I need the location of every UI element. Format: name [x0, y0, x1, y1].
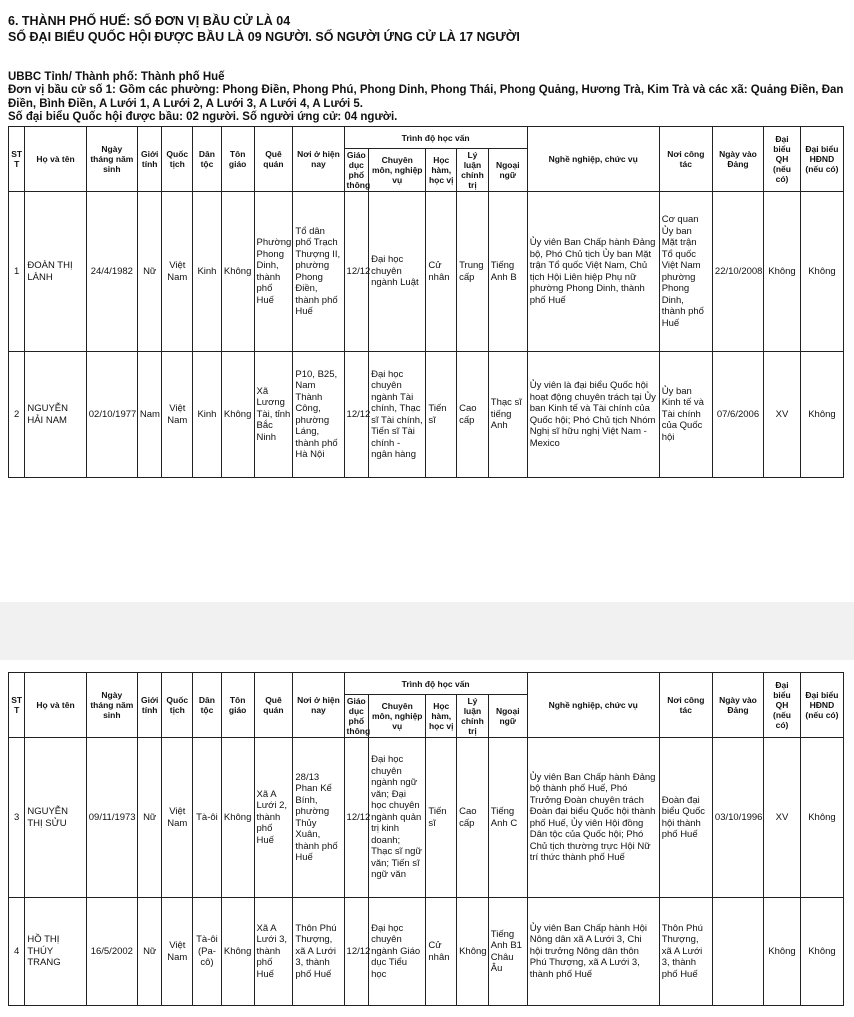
- unit-label: Đơn vị bầu cử số 1:: [8, 84, 120, 96]
- th-name: Họ và tên: [25, 673, 86, 738]
- cell-party-date: 03/10/1996: [712, 738, 763, 898]
- cell-politics: Không: [457, 898, 489, 1006]
- th-language: Ngoại ngữ: [488, 695, 527, 738]
- cell-degree: Cử nhân: [426, 192, 457, 352]
- table-row: [9, 192, 844, 352]
- th-politics: Lý luận chính trị: [457, 149, 489, 192]
- cell-gender: Nữ: [137, 738, 162, 898]
- cell-gender: Nữ: [137, 192, 162, 352]
- cell-stt: 3: [9, 738, 25, 898]
- cell-residence: Tổ dân phố Trạch Thượng II, phường Phong Điền, thành phố Huế: [293, 192, 344, 352]
- cell-nationality: Việt Nam: [162, 898, 193, 1006]
- cell-politics: Trung cấp: [457, 192, 489, 352]
- th-pc-delegate: Đại biểu HĐND (nếu có): [800, 673, 843, 738]
- th-name: Họ và tên: [25, 127, 86, 192]
- cell-language: Tiếng Anh B: [488, 192, 527, 352]
- unit-text: Gồm các phường: Phong Điền, Phong Phú, Phong Dinh, Phong Thái, Phong Quảng, Hương Trà, Kim Trà và các xã: Quảng Điền, Đan Điền, Bình Điền, A Lưới 1, A Lưới 2, A Lưới 3, A Lưới 4, A Lưới 5.: [8, 84, 844, 110]
- section-subtitle: SỐ ĐẠI BIỂU QUỐC HỘI ĐƯỢC BẦU LÀ 09 NGƯỜI. SỐ NGƯỜI ỨNG CỬ LÀ 17 NGƯỜI: [8, 30, 520, 44]
- th-residence: Nơi ở hiện nay: [293, 127, 344, 192]
- cell-occupation: Ủy viên Ban Chấp hành Hội Nông dân xã A Lưới 3, Chi hội trưởng Nông dân thôn Phú Thượng, xã A Lưới 3, thành phố Huế: [527, 898, 659, 1006]
- cell-gender: Nữ: [137, 898, 162, 1006]
- cell-hometown: Phường Phong Dinh, thành phố Huế: [254, 192, 293, 352]
- cell-stt: 4: [9, 898, 25, 1006]
- cell-specialty: Đại học chuyên ngành Giáo dục Tiểu học: [369, 898, 426, 1006]
- cell-language: Tiếng Anh B1 Châu Âu: [488, 898, 527, 1006]
- th-residence: Nơi ở hiện nay: [293, 673, 344, 738]
- cell-religion: Không: [221, 192, 254, 352]
- cell-pc-delegate: Không: [800, 898, 843, 1006]
- th-general-edu: Giáo dục phổ thông: [344, 149, 369, 192]
- cell-name: NGUYỄN HẢI NAM: [25, 352, 86, 478]
- cell-nationality: Việt Nam: [162, 352, 193, 478]
- unit-counts-text: Số đại biểu Quốc hội được bầu: 02 người. Số người ứng cử: 04 người.: [8, 111, 398, 123]
- page-break-band: [0, 602, 854, 660]
- th-hometown: Quê quán: [254, 673, 293, 738]
- cell-occupation: Ủy viên là đại biểu Quốc hội hoạt động chuyên trách tại Ủy ban Kinh tế và Tài chính của Quốc hội; Phó Chủ tịch Nhóm Nghị sĩ hữu nghị Việt Nam - Mexico: [527, 352, 659, 478]
- cell-dob: 24/4/1982: [86, 192, 137, 352]
- cell-degree: Cử nhân: [426, 898, 457, 1006]
- cell-workplace: Thôn Phú Thượng, xã A Lưới 3, thành phố Huế: [659, 898, 712, 1006]
- cell-dob: 16/5/2002: [86, 898, 137, 1006]
- cell-nationality: Việt Nam: [162, 192, 193, 352]
- cell-dob: 09/11/1973: [86, 738, 137, 898]
- th-nationality: Quốc tịch: [162, 127, 193, 192]
- cell-workplace: Đoàn đại biểu Quốc hội thành phố Huế: [659, 738, 712, 898]
- th-ethnicity: Dân tộc: [193, 673, 222, 738]
- th-education-group: Trình độ học vấn: [344, 127, 527, 149]
- th-specialty: Chuyên môn, nghiệp vụ: [369, 149, 426, 192]
- cell-degree: Tiến sĩ: [426, 352, 457, 478]
- th-degree: Học hàm, học vị: [426, 695, 457, 738]
- cell-stt: 1: [9, 192, 25, 352]
- th-workplace: Nơi công tác: [659, 673, 712, 738]
- cell-party-date: 22/10/2008: [712, 192, 763, 352]
- cell-specialty: Đại học chuyên ngành Tài chính, Thạc sĩ Tài chính, Tiến sĩ Tài chính - ngân hàng: [369, 352, 426, 478]
- th-party-date: Ngày vào Đảng: [712, 127, 763, 192]
- cell-general-edu: 12/12: [344, 898, 369, 1006]
- cell-gender: Nam: [137, 352, 162, 478]
- cell-ethnicity: Tà-ôi: [193, 738, 222, 898]
- th-education-group: Trình độ học vấn: [344, 673, 527, 695]
- cell-specialty: Đại học chuyên ngành Luật: [369, 192, 426, 352]
- th-general-edu: Giáo dục phổ thông: [344, 695, 369, 738]
- section-title: 6. THÀNH PHỐ HUẾ: SỐ ĐƠN VỊ BẦU CỬ LÀ 04: [8, 14, 291, 28]
- cell-na-delegate: XV: [764, 738, 801, 898]
- table-row: [9, 898, 844, 1006]
- candidates-table-2: [8, 672, 844, 1006]
- cell-party-date: 07/6/2006: [712, 352, 763, 478]
- cell-general-edu: 12/12: [344, 738, 369, 898]
- cell-ethnicity: Kinh: [193, 352, 222, 478]
- ubbc-line: [8, 71, 844, 85]
- cell-na-delegate: Không: [764, 898, 801, 1006]
- cell-na-delegate: Không: [764, 192, 801, 352]
- th-pc-delegate: Đại biểu HĐND (nếu có): [800, 127, 843, 192]
- cell-na-delegate: XV: [764, 352, 801, 478]
- cell-occupation: Ủy viên Ban Chấp hành Đảng bộ thành phố Huế, Phó Trưởng Đoàn chuyên trách Đoàn đại biểu Quốc hội thành phố Huế, Ủy viên Hội đồng Dân tộc của Quốc hội; Phó Chủ tịch thường trực Hội Nữ trí thức thành phố Huế: [527, 738, 659, 898]
- th-gender: Giới tính: [137, 673, 162, 738]
- cell-hometown: Xã A Lưới 2, thành phố Huế: [254, 738, 293, 898]
- cell-pc-delegate: Không: [800, 352, 843, 478]
- cell-residence: P10, B25, Nam Thành Công, phường Láng, thành phố Hà Nội: [293, 352, 344, 478]
- th-na-delegate: Đại biểu QH (nếu có): [764, 127, 801, 192]
- cell-specialty: Đại học chuyên ngành ngữ văn; Đại học chuyên ngành quản trị kinh doanh; Thạc sĩ ngữ văn; Tiến sĩ ngữ văn: [369, 738, 426, 898]
- cell-language: Tiếng Anh C: [488, 738, 527, 898]
- th-gender: Giới tính: [137, 127, 162, 192]
- ubbc-label: UBBC Tỉnh/ Thành phố:: [8, 71, 141, 83]
- cell-hometown: Xã A Lưới 3, thành phố Huế: [254, 898, 293, 1006]
- candidates-table-1: [8, 126, 844, 478]
- cell-religion: Không: [221, 898, 254, 1006]
- cell-politics: Cao cấp: [457, 738, 489, 898]
- cell-degree: Tiến sĩ: [426, 738, 457, 898]
- cell-hometown: Xã Lương Tài, tỉnh Bắc Ninh: [254, 352, 293, 478]
- cell-general-edu: 12/12: [344, 192, 369, 352]
- th-language: Ngoại ngữ: [488, 149, 527, 192]
- th-occupation: Nghề nghiệp, chức vụ: [527, 127, 659, 192]
- cell-religion: Không: [221, 352, 254, 478]
- cell-general-edu: 12/12: [344, 352, 369, 478]
- cell-ethnicity: Kinh: [193, 192, 222, 352]
- table-row: [9, 738, 844, 898]
- th-dob: Ngày tháng năm sinh: [86, 673, 137, 738]
- cell-occupation: Ủy viên Ban Chấp hành Đảng bộ, Phó Chủ tịch Ủy ban Mặt trận Tổ quốc Việt Nam, Chủ tịch Hội Liên hiệp Phụ nữ phường Phong Dinh, thành phố Huế: [527, 192, 659, 352]
- th-politics: Lý luận chính trị: [457, 695, 489, 738]
- cell-name: NGUYỄN THỊ SỬU: [25, 738, 86, 898]
- unit-description: [8, 84, 844, 111]
- th-ethnicity: Dân tộc: [193, 127, 222, 192]
- th-party-date: Ngày vào Đảng: [712, 673, 763, 738]
- th-na-delegate: Đại biểu QH (nếu có): [764, 673, 801, 738]
- th-specialty: Chuyên môn, nghiệp vụ: [369, 695, 426, 738]
- cell-pc-delegate: Không: [800, 738, 843, 898]
- th-hometown: Quê quán: [254, 127, 293, 192]
- cell-language: Thạc sĩ tiếng Anh: [488, 352, 527, 478]
- cell-name: ĐOÀN THỊ LÀNH: [25, 192, 86, 352]
- th-occupation: Nghề nghiệp, chức vụ: [527, 673, 659, 738]
- th-workplace: Nơi công tác: [659, 127, 712, 192]
- cell-name: HỒ THỊ THÚY TRANG: [25, 898, 86, 1006]
- th-stt: ST T: [9, 673, 25, 738]
- cell-party-date: [712, 898, 763, 1006]
- cell-workplace: Ủy ban Kinh tế và Tài chính của Quốc hội: [659, 352, 712, 478]
- cell-religion: Không: [221, 738, 254, 898]
- th-religion: Tôn giáo: [221, 673, 254, 738]
- cell-nationality: Việt Nam: [162, 738, 193, 898]
- th-religion: Tôn giáo: [221, 127, 254, 192]
- cell-workplace: Cơ quan Ủy ban Mặt trận Tổ quốc Việt Nam phường Phong Dinh, thành phố Huế: [659, 192, 712, 352]
- unit-counts: [8, 111, 844, 125]
- cell-stt: 2: [9, 352, 25, 478]
- cell-pc-delegate: Không: [800, 192, 843, 352]
- th-stt: ST T: [9, 127, 25, 192]
- cell-dob: 02/10/1977: [86, 352, 137, 478]
- cell-ethnicity: Tà-ôi (Pa-cô): [193, 898, 222, 1006]
- th-nationality: Quốc tịch: [162, 673, 193, 738]
- cell-politics: Cao cấp: [457, 352, 489, 478]
- cell-residence: Thôn Phú Thượng, xã A Lưới 3, thành phố Huế: [293, 898, 344, 1006]
- cell-residence: 28/13 Phan Kế Bính, phường Thủy Xuân, thành phố Huế: [293, 738, 344, 898]
- th-dob: Ngày tháng năm sinh: [86, 127, 137, 192]
- ubbc-value: Thành phố Huế: [140, 71, 225, 83]
- table-row: [9, 352, 844, 478]
- th-degree: Học hàm, học vị: [426, 149, 457, 192]
